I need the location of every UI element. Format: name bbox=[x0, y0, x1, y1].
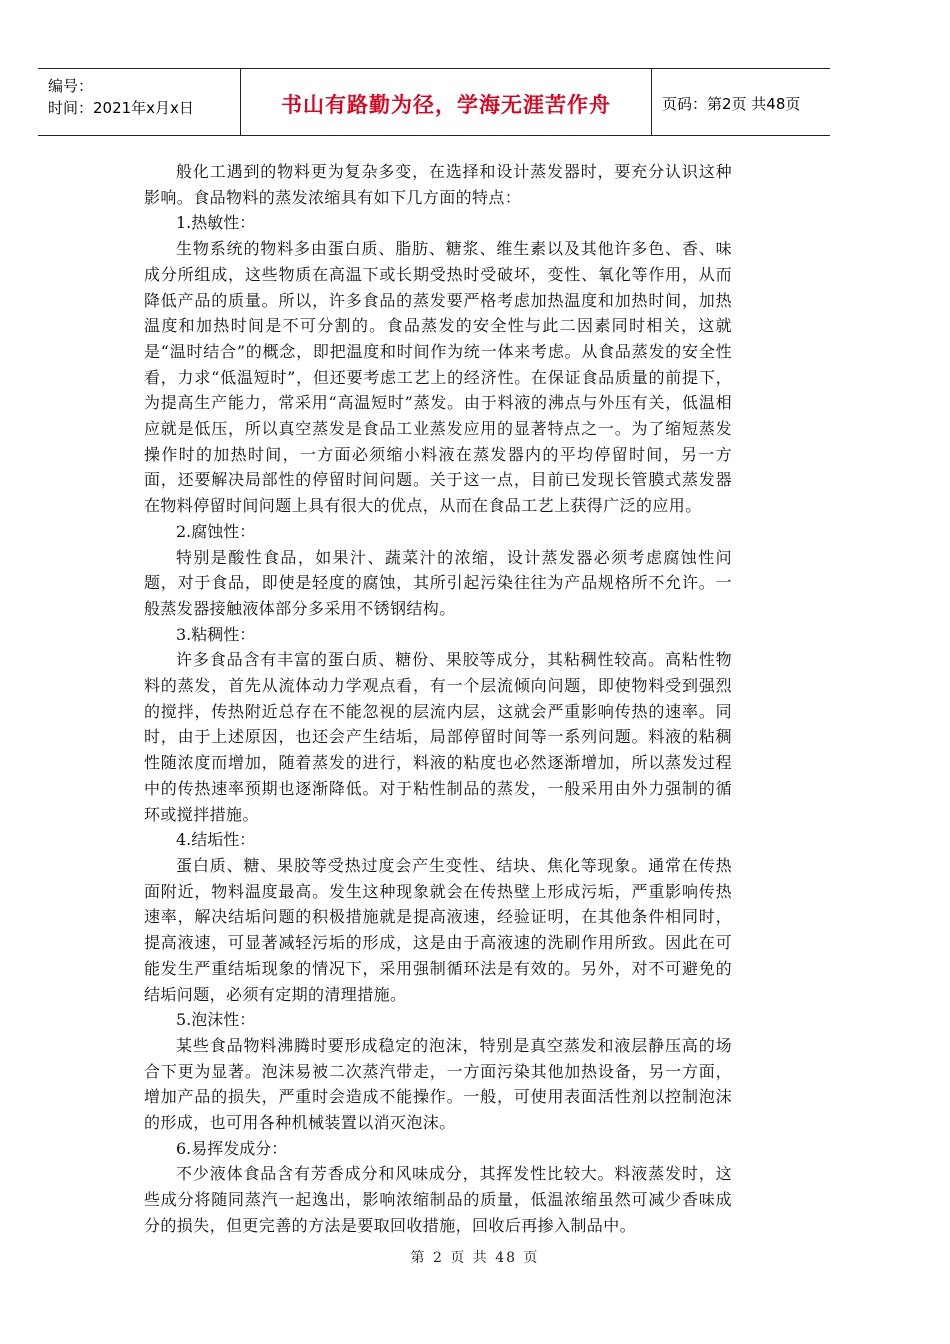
footer-page-number: 第 2 页 共 48 页 bbox=[410, 1250, 540, 1266]
page-label: 页码：第2页 共48页 bbox=[662, 95, 801, 113]
section-body-viscosity: 许多食品含有丰富的蛋白质、糖份、果胶等成分，其粘稠性较高。高粘性物料的蒸发，首先从流体动力学观点看，有一个层流倾向问题，即使物料受到强烈的搅拌，传热附近总存在不能忽视的层流内层，这就会严重影响传热的速率。同时，由于上述原因，也还会产生结垢，局部停留时间等一系列问题。料液的粘稠性随浓度而增加，随着蒸发的进行，料液的粘度也必然逐渐增加，所以蒸发过程中的传热速率预期也逐渐降低。对于粘性制品的蒸发，一般采用由外力强制的循环或搅拌措施。 bbox=[144, 650, 732, 824]
intro-paragraph: 般化工遇到的物料更为复杂多变，在选择和设计蒸发器时，要充分认识这种影响。食品物料的蒸发浓缩具有如下几方面的特点： bbox=[144, 162, 732, 207]
section-heading-heat-sensitivity: 1.热敏性： bbox=[176, 213, 256, 233]
section-body-corrosiveness: 特别是酸性食品，如果汁、蔬菜汁的浓缩，设计蒸发器必须考虑腐蚀性问题，对于食品，即使是轻度的腐蚀，其所引起污染往往为产品规格所不允许。一般蒸发器接触液体部分多采用不锈钢结构。 bbox=[144, 547, 732, 618]
section-heading-corrosiveness: 2.腐蚀性： bbox=[176, 521, 256, 541]
document-header bbox=[38, 68, 830, 136]
header-motto-cell bbox=[240, 69, 652, 135]
motto-text: 书山有路勤为径，学海无涯苦作舟 bbox=[281, 93, 611, 117]
header-page-cell bbox=[662, 69, 830, 135]
page-footer bbox=[0, 1247, 950, 1267]
time-label: 时间：2021年x月x日 bbox=[48, 99, 194, 117]
section-heading-fouling: 4.结垢性： bbox=[176, 830, 256, 850]
section-body-fouling: 蛋白质、糖、果胶等受热过度会产生变性、结块、焦化等现象。通常在传热面附近，物料温度最高。发生这种现象就会在传热壁上形成污垢，严重影响传热速率，解决结垢问题的积极措施就是提高液速，经验证明，在其他条件相同时，提高液速，可显著减轻污垢的形成，这是由于高液速的洗刷作用所致。因此在可能发生严重结垢现象的情况下，采用强制循环法是有效的。另外，对不可避免的结垢问题，必须有定期的清理措施。 bbox=[144, 855, 732, 1004]
section-heading-viscosity: 3.粘稠性： bbox=[176, 624, 256, 644]
section-heading-foaming: 5.泡沫性： bbox=[176, 1010, 256, 1030]
section-heading-volatiles: 6.易挥发成分： bbox=[176, 1138, 288, 1158]
section-body-foaming: 某些食品物料沸腾时要形成稳定的泡沫，特别是真空蒸发和液层静压高的场合下更为显著。泡沫易被二次蒸汽带走，一方面污染其他加热设备，另一方面，增加产品的损失，严重时会造成不能操作。一般，可使用表面活性剂以控制泡沫的形成，也可用各种机械装置以消灭泡沫。 bbox=[144, 1035, 732, 1133]
section-body-volatiles: 不少液体食品含有芳香成分和风味成分，其挥发性比较大。料液蒸发时，这些成分将随同蒸汽一起逸出，影响浓缩制品的质量，低温浓缩虽然可减少香味成分的损失，但更完善的方法是要取回收措施，回收后再掺入制品中。 bbox=[144, 1164, 732, 1235]
section-body-heat-sensitivity: 生物系统的物料多由蛋白质、脂肪、糖浆、维生素以及其他许多色、香、味成分所组成，这些物质在高温下或长期受热时受破坏，变性、氧化等作用，从而降低产品的质量。所以，许多食品的蒸发要严格考虑加热温度和加热时间，加热温度和加热时间是不可分割的。食品蒸发的安全性与此二因素同时相关，这就是“温时结合”的概念，即把温度和时间作为统一体来考虑。从食品蒸发的安全性看，力求“低温短时”，但还要考虑工艺上的经济性。在保证食品质量的前提下，为提高生产能力，常采用“高温短时”蒸发。由于料液的沸点与外压有关，低温相应就是低压，所以真空蒸发是食品工业蒸发应用的显著特点之一。为了缩短蒸发操作时的加热时间，一方面必须缩小料液在蒸发器内的平均停留时间，另一方面，还要解决局部性的停留时间问题。关于这一点，目前已发现长管膜式蒸发器在物料停留时间问题上具有很大的优点，从而在食品工艺上获得广泛的应用。 bbox=[144, 239, 732, 516]
number-label: 编号： bbox=[48, 77, 94, 95]
header-meta bbox=[38, 69, 238, 135]
document-body bbox=[144, 159, 732, 1239]
